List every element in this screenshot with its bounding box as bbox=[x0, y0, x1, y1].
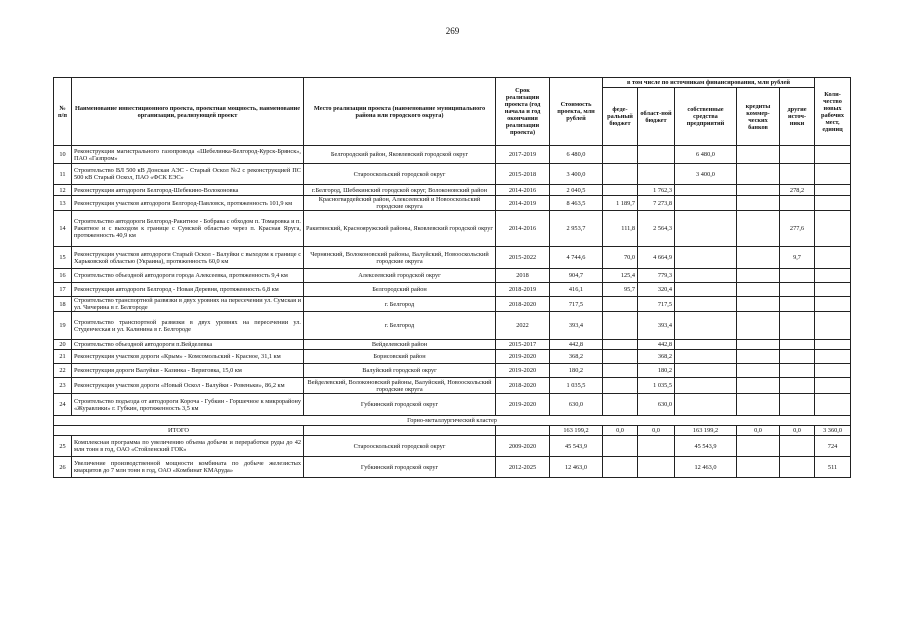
other-sources bbox=[780, 196, 815, 211]
project-term: 2018-2020 bbox=[496, 297, 550, 312]
row-number: 14 bbox=[54, 211, 72, 247]
header-jobs: Коли-чество новых рабочих мест, единиц bbox=[815, 78, 851, 146]
other-sources bbox=[780, 350, 815, 364]
project-place: Старооскольский городской округ bbox=[304, 164, 496, 185]
other-sources bbox=[780, 457, 815, 478]
project-name: Реконструкция автодороги Белгород - Новая Деревня, протяженность 6,8 км bbox=[72, 283, 304, 297]
federal-budget bbox=[603, 350, 638, 364]
row-number: 11 bbox=[54, 164, 72, 185]
own-funds: 12 463,0 bbox=[675, 457, 737, 478]
table-row bbox=[54, 394, 851, 416]
project-term: 2019-2020 bbox=[496, 364, 550, 378]
table-row bbox=[54, 283, 851, 297]
bank-credits bbox=[737, 283, 780, 297]
regional-budget: 1 762,3 bbox=[638, 185, 675, 196]
total-row bbox=[54, 426, 851, 436]
header-cost: Стоимость проекта, млн рублей bbox=[550, 78, 603, 146]
projects-body-mining bbox=[54, 436, 851, 478]
other-sources bbox=[780, 269, 815, 283]
project-cost: 4 744,6 bbox=[550, 247, 603, 269]
header-term: Срок реализации проекта (год начала и год окончания реализации проекта) bbox=[496, 78, 550, 146]
regional-budget: 630,0 bbox=[638, 394, 675, 416]
federal-budget bbox=[603, 364, 638, 378]
table-row bbox=[54, 211, 851, 247]
row-number: 22 bbox=[54, 364, 72, 378]
row-number: 26 bbox=[54, 457, 72, 478]
regional-budget: 779,3 bbox=[638, 269, 675, 283]
header-regional: област-ной бюджет bbox=[638, 88, 675, 146]
regional-budget: 1 035,5 bbox=[638, 378, 675, 394]
new-jobs bbox=[815, 164, 851, 185]
project-name: Комплексная программа по увеличению объема добычи и переработки руды до 42 млн тонн в год, ОАО «Стойленский ГОК» bbox=[72, 436, 304, 457]
other-sources bbox=[780, 364, 815, 378]
federal-budget: 125,4 bbox=[603, 269, 638, 283]
project-term: 2015-2018 bbox=[496, 164, 550, 185]
project-term: 2015-2022 bbox=[496, 247, 550, 269]
project-cost: 442,8 bbox=[550, 340, 603, 350]
project-name: Строительство объездной автодороги города Алексеевка, протяженность 9,4 км bbox=[72, 269, 304, 283]
new-jobs bbox=[815, 283, 851, 297]
project-cost: 1 035,5 bbox=[550, 378, 603, 394]
table-row bbox=[54, 436, 851, 457]
bank-credits bbox=[737, 364, 780, 378]
cluster-section bbox=[54, 416, 851, 436]
project-name: Увеличение производственной мощности комбината по добыче железистых кварцитов до 7 млн тонн в год, ОАО «Комбинат КМАруда» bbox=[72, 457, 304, 478]
project-place: г.Белгород, Шебекинский городской округ, Волоконовский район bbox=[304, 185, 496, 196]
own-funds: 6 480,0 bbox=[675, 146, 737, 164]
new-jobs bbox=[815, 269, 851, 283]
cluster-section-title: Горно-металлургический кластер bbox=[54, 416, 851, 426]
own-funds bbox=[675, 378, 737, 394]
bank-credits bbox=[737, 436, 780, 457]
new-jobs bbox=[815, 297, 851, 312]
other-sources bbox=[780, 164, 815, 185]
total-jobs: 3 360,0 bbox=[815, 426, 851, 436]
row-number: 25 bbox=[54, 436, 72, 457]
other-sources bbox=[780, 436, 815, 457]
other-sources bbox=[780, 340, 815, 350]
row-number: 23 bbox=[54, 378, 72, 394]
other-sources: 277,6 bbox=[780, 211, 815, 247]
project-cost: 2 040,5 bbox=[550, 185, 603, 196]
project-place: Ракитянский, Краснояружский районы, Яковлевский городской округ bbox=[304, 211, 496, 247]
regional-budget: 368,2 bbox=[638, 350, 675, 364]
table-row bbox=[54, 269, 851, 283]
new-jobs bbox=[815, 340, 851, 350]
federal-budget: 1 189,7 bbox=[603, 196, 638, 211]
federal-budget bbox=[603, 164, 638, 185]
own-funds bbox=[675, 340, 737, 350]
row-number: 21 bbox=[54, 350, 72, 364]
own-funds bbox=[675, 185, 737, 196]
row-number: 18 bbox=[54, 297, 72, 312]
page-number: 269 bbox=[445, 26, 460, 36]
regional-budget bbox=[638, 164, 675, 185]
project-place: Белгородский район bbox=[304, 283, 496, 297]
project-term: 2018-2020 bbox=[496, 378, 550, 394]
project-term: 2018 bbox=[496, 269, 550, 283]
project-name: Строительство подъезда от автодороги Короча - Губкин - Горшечное к микрорайону «Журавлики» г. Губкин, протяженность 3,5 км bbox=[72, 394, 304, 416]
project-place: Вейделевский, Волоконовский районы, Валуйский, Новооскольский городские округа bbox=[304, 378, 496, 394]
table-row bbox=[54, 364, 851, 378]
own-funds bbox=[675, 283, 737, 297]
own-funds bbox=[675, 312, 737, 340]
project-cost: 416,1 bbox=[550, 283, 603, 297]
project-name: Строительство транспортной развязки в двух уровнях на пересечении ул. Студенческая и ул. Калинина в г. Белгороде bbox=[72, 312, 304, 340]
header-project-name: Наименование инвестиционного проекта, проектная мощность, наименование организации, реализующей проект bbox=[72, 78, 304, 146]
project-cost: 180,2 bbox=[550, 364, 603, 378]
project-place: Белгородский район, Яковлевский городской округ bbox=[304, 146, 496, 164]
new-jobs: 511 bbox=[815, 457, 851, 478]
bank-credits bbox=[737, 196, 780, 211]
table-header bbox=[54, 78, 851, 146]
project-place: Красногвардейский район, Алексеевский и Новооскольский городские округа bbox=[304, 196, 496, 211]
project-term: 2015-2017 bbox=[496, 340, 550, 350]
federal-budget: 111,8 bbox=[603, 211, 638, 247]
new-jobs bbox=[815, 394, 851, 416]
row-number: 17 bbox=[54, 283, 72, 297]
project-term: 2014-2019 bbox=[496, 196, 550, 211]
project-place: Алексеевский городской округ bbox=[304, 269, 496, 283]
table-row bbox=[54, 146, 851, 164]
regional-budget: 7 273,8 bbox=[638, 196, 675, 211]
total-cost: 163 199,2 bbox=[550, 426, 603, 436]
row-number: 15 bbox=[54, 247, 72, 269]
projects-body-transport bbox=[54, 146, 851, 416]
own-funds: 45 543,9 bbox=[675, 436, 737, 457]
own-funds bbox=[675, 269, 737, 283]
federal-budget bbox=[603, 146, 638, 164]
bank-credits bbox=[737, 312, 780, 340]
total-term bbox=[496, 426, 550, 436]
project-place: г. Белгород bbox=[304, 312, 496, 340]
project-name: Строительство транспортной развязки в двух уровнях на пересечении ул. Сумская и ул. Чичерина в г. Белгороде bbox=[72, 297, 304, 312]
own-funds bbox=[675, 394, 737, 416]
table-row bbox=[54, 164, 851, 185]
new-jobs bbox=[815, 196, 851, 211]
project-term: 2017-2019 bbox=[496, 146, 550, 164]
header-other-sources: другие источ-ники bbox=[780, 88, 815, 146]
project-name: Реконструкция магистрального газопровода «Шебелинка-Белгород-Курск-Брянск», ПАО «Газпром» bbox=[72, 146, 304, 164]
project-cost: 2 953,7 bbox=[550, 211, 603, 247]
new-jobs bbox=[815, 185, 851, 196]
header-federal: феде-ральный бюджет bbox=[603, 88, 638, 146]
table-row bbox=[54, 196, 851, 211]
project-cost: 45 543,9 bbox=[550, 436, 603, 457]
table-row bbox=[54, 340, 851, 350]
project-name: Реконструкция автодороги Белгород-Шебекино-Волоконовка bbox=[72, 185, 304, 196]
project-term: 2009-2020 bbox=[496, 436, 550, 457]
other-sources bbox=[780, 297, 815, 312]
project-name: Строительство ВЛ 500 кВ Донская АЭС - Старый Оскол №2 с реконструкцией ПС 500 кВ Старый Оскол, ПАО «ФСК ЕЭС» bbox=[72, 164, 304, 185]
bank-credits bbox=[737, 211, 780, 247]
bank-credits bbox=[737, 146, 780, 164]
investment-projects-table bbox=[53, 77, 851, 478]
table-row bbox=[54, 312, 851, 340]
project-cost: 12 463,0 bbox=[550, 457, 603, 478]
bank-credits bbox=[737, 457, 780, 478]
project-term: 2014-2016 bbox=[496, 211, 550, 247]
project-name: Реконструкция участков дороги «Новый Оскол - Валуйки - Ровеньки», 86,2 км bbox=[72, 378, 304, 394]
federal-budget bbox=[603, 394, 638, 416]
project-cost: 630,0 bbox=[550, 394, 603, 416]
row-number: 12 bbox=[54, 185, 72, 196]
table-row bbox=[54, 350, 851, 364]
own-funds bbox=[675, 211, 737, 247]
project-term: 2012-2025 bbox=[496, 457, 550, 478]
new-jobs bbox=[815, 146, 851, 164]
regional-budget: 4 664,9 bbox=[638, 247, 675, 269]
project-cost: 3 400,0 bbox=[550, 164, 603, 185]
total-bank-credits: 0,0 bbox=[737, 426, 780, 436]
project-name: Реконструкция участков автодороги Белгород-Павловск, протяженность 101,9 км bbox=[72, 196, 304, 211]
project-term: 2022 bbox=[496, 312, 550, 340]
other-sources: 278,2 bbox=[780, 185, 815, 196]
regional-budget: 2 564,3 bbox=[638, 211, 675, 247]
project-name: Строительство автодороги Белгород-Ракитное - Бобрава с обходом п. Томаровка и п. Ракитное и с выходом к границе с Сумской областью через п. Красная Яруга, протяженность 40,9 км bbox=[72, 211, 304, 247]
total-other-sources: 0,0 bbox=[780, 426, 815, 436]
project-term: 2019-2020 bbox=[496, 350, 550, 364]
federal-budget bbox=[603, 436, 638, 457]
regional-budget bbox=[638, 146, 675, 164]
project-cost: 904,7 bbox=[550, 269, 603, 283]
new-jobs bbox=[815, 312, 851, 340]
regional-budget: 393,4 bbox=[638, 312, 675, 340]
header-own-funds: собственные средства предприятий bbox=[675, 88, 737, 146]
other-sources bbox=[780, 394, 815, 416]
header-bank-credits: кредиты коммер-ческих банков bbox=[737, 88, 780, 146]
row-number: 20 bbox=[54, 340, 72, 350]
own-funds bbox=[675, 196, 737, 211]
other-sources bbox=[780, 146, 815, 164]
regional-budget: 717,5 bbox=[638, 297, 675, 312]
bank-credits bbox=[737, 164, 780, 185]
project-term: 2019-2020 bbox=[496, 394, 550, 416]
own-funds bbox=[675, 350, 737, 364]
federal-budget bbox=[603, 185, 638, 196]
new-jobs: 724 bbox=[815, 436, 851, 457]
project-place: г. Белгород bbox=[304, 297, 496, 312]
row-number: 10 bbox=[54, 146, 72, 164]
total-place bbox=[304, 426, 496, 436]
bank-credits bbox=[737, 394, 780, 416]
table-row bbox=[54, 457, 851, 478]
regional-budget: 180,2 bbox=[638, 364, 675, 378]
row-number: 13 bbox=[54, 196, 72, 211]
bank-credits bbox=[737, 247, 780, 269]
project-place: Вейделевский район bbox=[304, 340, 496, 350]
table-row bbox=[54, 297, 851, 312]
bank-credits bbox=[737, 378, 780, 394]
regional-budget: 442,8 bbox=[638, 340, 675, 350]
other-sources: 9,7 bbox=[780, 247, 815, 269]
table-row bbox=[54, 185, 851, 196]
total-regional: 0,0 bbox=[638, 426, 675, 436]
new-jobs bbox=[815, 247, 851, 269]
project-place: Старооскольский городской округ bbox=[304, 436, 496, 457]
new-jobs bbox=[815, 350, 851, 364]
bank-credits bbox=[737, 269, 780, 283]
project-name: Реконструкция участков автодороги Старый Оскол - Валуйки с выходом к границе с Харьковской областью (Украина), протяженность 60,0 км bbox=[72, 247, 304, 269]
project-place: Борисовский район bbox=[304, 350, 496, 364]
new-jobs bbox=[815, 211, 851, 247]
bank-credits bbox=[737, 350, 780, 364]
table-row bbox=[54, 378, 851, 394]
other-sources bbox=[780, 312, 815, 340]
row-number: 24 bbox=[54, 394, 72, 416]
federal-budget bbox=[603, 378, 638, 394]
regional-budget bbox=[638, 457, 675, 478]
table-row bbox=[54, 247, 851, 269]
own-funds bbox=[675, 247, 737, 269]
row-number: 19 bbox=[54, 312, 72, 340]
bank-credits bbox=[737, 297, 780, 312]
project-term: 2018-2019 bbox=[496, 283, 550, 297]
row-number: 16 bbox=[54, 269, 72, 283]
federal-budget bbox=[603, 340, 638, 350]
project-place: Валуйский городской округ bbox=[304, 364, 496, 378]
project-cost: 8 463,5 bbox=[550, 196, 603, 211]
federal-budget bbox=[603, 312, 638, 340]
bank-credits bbox=[737, 185, 780, 196]
federal-budget: 95,7 bbox=[603, 283, 638, 297]
project-name: Строительство объездной автодороги п.Вейделевка bbox=[72, 340, 304, 350]
own-funds bbox=[675, 364, 737, 378]
bank-credits bbox=[737, 340, 780, 350]
project-cost: 393,4 bbox=[550, 312, 603, 340]
project-place: Губкинский городской округ bbox=[304, 394, 496, 416]
project-cost: 6 480,0 bbox=[550, 146, 603, 164]
project-cost: 717,5 bbox=[550, 297, 603, 312]
federal-budget: 70,0 bbox=[603, 247, 638, 269]
total-federal: 0,0 bbox=[603, 426, 638, 436]
project-place: Губкинский городской округ bbox=[304, 457, 496, 478]
header-num: № п/п bbox=[54, 78, 72, 146]
other-sources bbox=[780, 283, 815, 297]
header-place: Место реализации проекта (наименование муниципального района или городского округа) bbox=[304, 78, 496, 146]
federal-budget bbox=[603, 457, 638, 478]
header-sources-group: в том числе по источникам финансирования, млн рублей bbox=[603, 78, 815, 88]
project-name: Реконструкция дороги Валуйки - Казинка - Вериговка, 15,0 км bbox=[72, 364, 304, 378]
project-term: 2014-2016 bbox=[496, 185, 550, 196]
own-funds: 3 400,0 bbox=[675, 164, 737, 185]
total-label: ИТОГО bbox=[54, 426, 304, 436]
other-sources bbox=[780, 378, 815, 394]
own-funds bbox=[675, 297, 737, 312]
regional-budget bbox=[638, 436, 675, 457]
total-own-funds: 163 199,2 bbox=[675, 426, 737, 436]
project-place: Чернянский, Волоконовский районы, Валуйский, Новооскольский городские округа bbox=[304, 247, 496, 269]
regional-budget: 320,4 bbox=[638, 283, 675, 297]
project-name: Реконструкция участков дороги «Крым» - Комсомольский - Красное, 31,1 км bbox=[72, 350, 304, 364]
federal-budget bbox=[603, 297, 638, 312]
project-cost: 368,2 bbox=[550, 350, 603, 364]
new-jobs bbox=[815, 378, 851, 394]
new-jobs bbox=[815, 364, 851, 378]
